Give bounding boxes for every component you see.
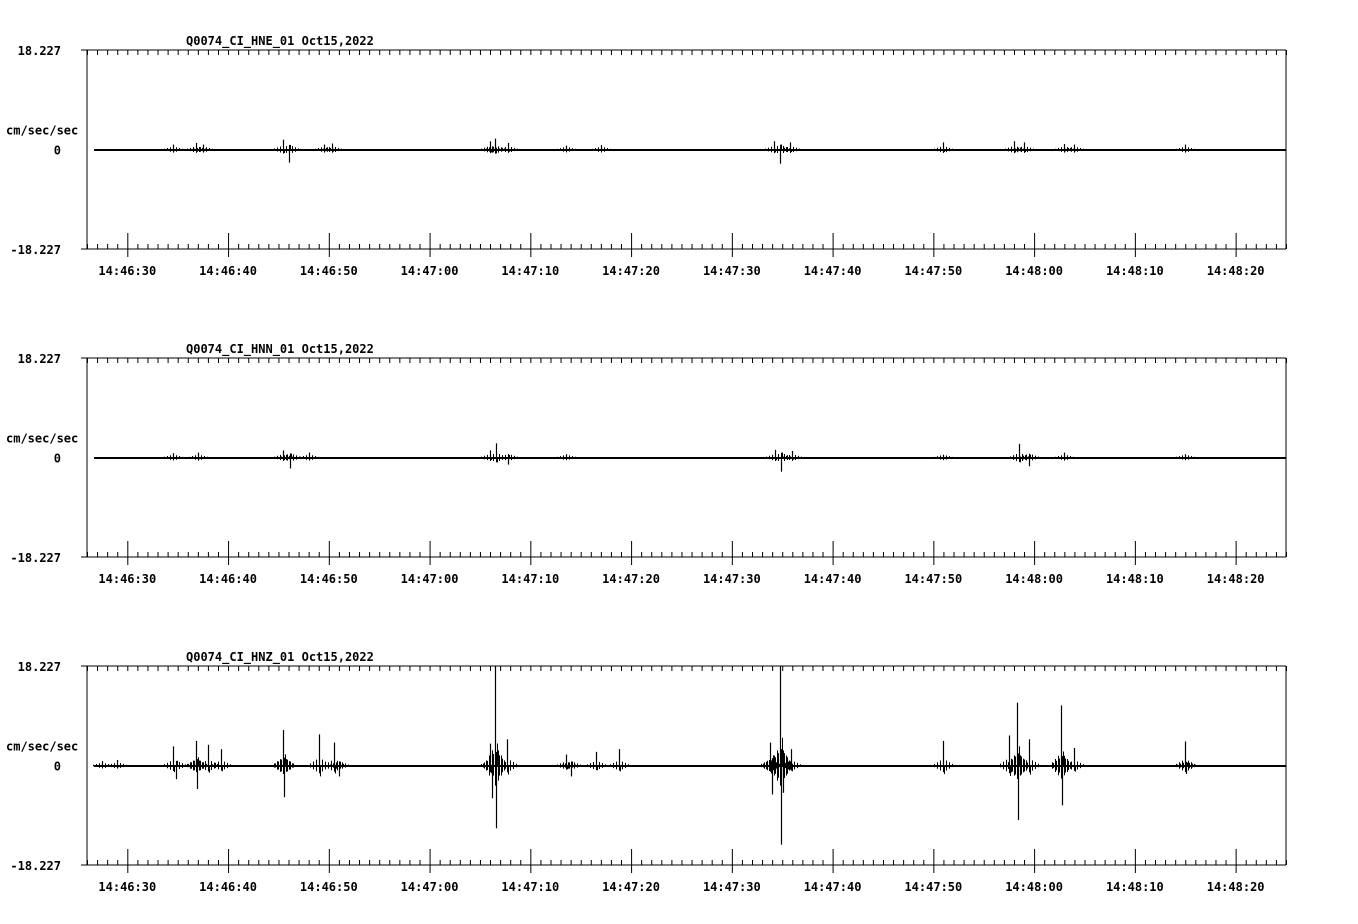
x-tick-label: 14:46:40 [199,880,257,894]
x-tick-label: 14:47:40 [803,572,862,586]
x-tick-label: 14:46:40 [199,572,257,586]
x-tick-label: 14:47:50 [904,880,963,894]
x-tick-label: 14:47:20 [602,572,660,586]
x-tick-label: 14:47:20 [602,264,660,278]
y-tick-label-min: -18.227 [10,551,61,565]
x-tick-label: 14:47:30 [702,572,761,586]
y-tick-label-min: -18.227 [10,859,61,873]
x-tick-label: 14:47:30 [702,264,761,278]
x-tick-label: 14:48:00 [1005,572,1064,586]
x-tick-label: 14:47:30 [702,880,761,894]
x-tick-label: 14:46:30 [98,264,157,278]
y-tick-label-zero: 0 [53,143,61,158]
y-tick-label-max: 18.227 [17,352,61,366]
x-tick-label: 14:46:50 [299,880,358,894]
y-axis-label: cm/sec/sec [6,739,79,754]
x-tick-label: 14:47:50 [904,264,963,278]
chart-panel-3 [6,650,1287,894]
x-tick-label: 14:46:30 [98,880,157,894]
y-axis-label: cm/sec/sec [6,431,79,446]
x-tick-label: 14:47:20 [602,880,660,894]
y-axis-label: cm/sec/sec [6,123,79,138]
x-tick-label: 14:46:50 [299,264,358,278]
x-tick-label: 14:47:10 [501,264,560,278]
x-tick-label: 14:48:00 [1005,880,1064,894]
x-tick-label: 14:47:00 [400,880,459,894]
y-tick-label-zero: 0 [53,759,61,774]
x-tick-label: 14:47:10 [501,572,560,586]
y-tick-label-max: 18.227 [17,44,61,58]
x-tick-label: 14:47:50 [904,572,963,586]
x-tick-label: 14:48:10 [1105,264,1164,278]
x-tick-label: 14:48:20 [1206,572,1265,586]
x-tick-label: 14:47:00 [400,572,459,586]
x-tick-label: 14:48:20 [1206,264,1265,278]
y-tick-label-zero: 0 [53,451,61,466]
x-tick-label: 14:47:40 [803,264,862,278]
y-tick-label-max: 18.227 [17,660,61,674]
x-tick-label: 14:48:00 [1005,264,1064,278]
x-tick-label: 14:46:40 [199,264,257,278]
chart-title: Q0074_CI_HNN_01 Oct15,2022 [186,342,374,356]
x-tick-label: 14:47:10 [501,880,560,894]
chart-title: Q0074_CI_HNZ_01 Oct15,2022 [186,650,374,664]
x-tick-label: 14:48:10 [1105,572,1164,586]
x-tick-label: 14:48:10 [1105,880,1164,894]
x-tick-label: 14:48:20 [1206,880,1265,894]
x-tick-label: 14:47:40 [803,880,862,894]
y-tick-label-min: -18.227 [10,243,61,257]
chart-panel-2 [6,342,1287,586]
chart-panel-1 [6,34,1287,278]
x-tick-label: 14:46:50 [299,572,358,586]
x-tick-label: 14:46:30 [98,572,157,586]
chart-title: Q0074_CI_HNE_01 Oct15,2022 [186,34,374,48]
x-tick-label: 14:47:00 [400,264,459,278]
